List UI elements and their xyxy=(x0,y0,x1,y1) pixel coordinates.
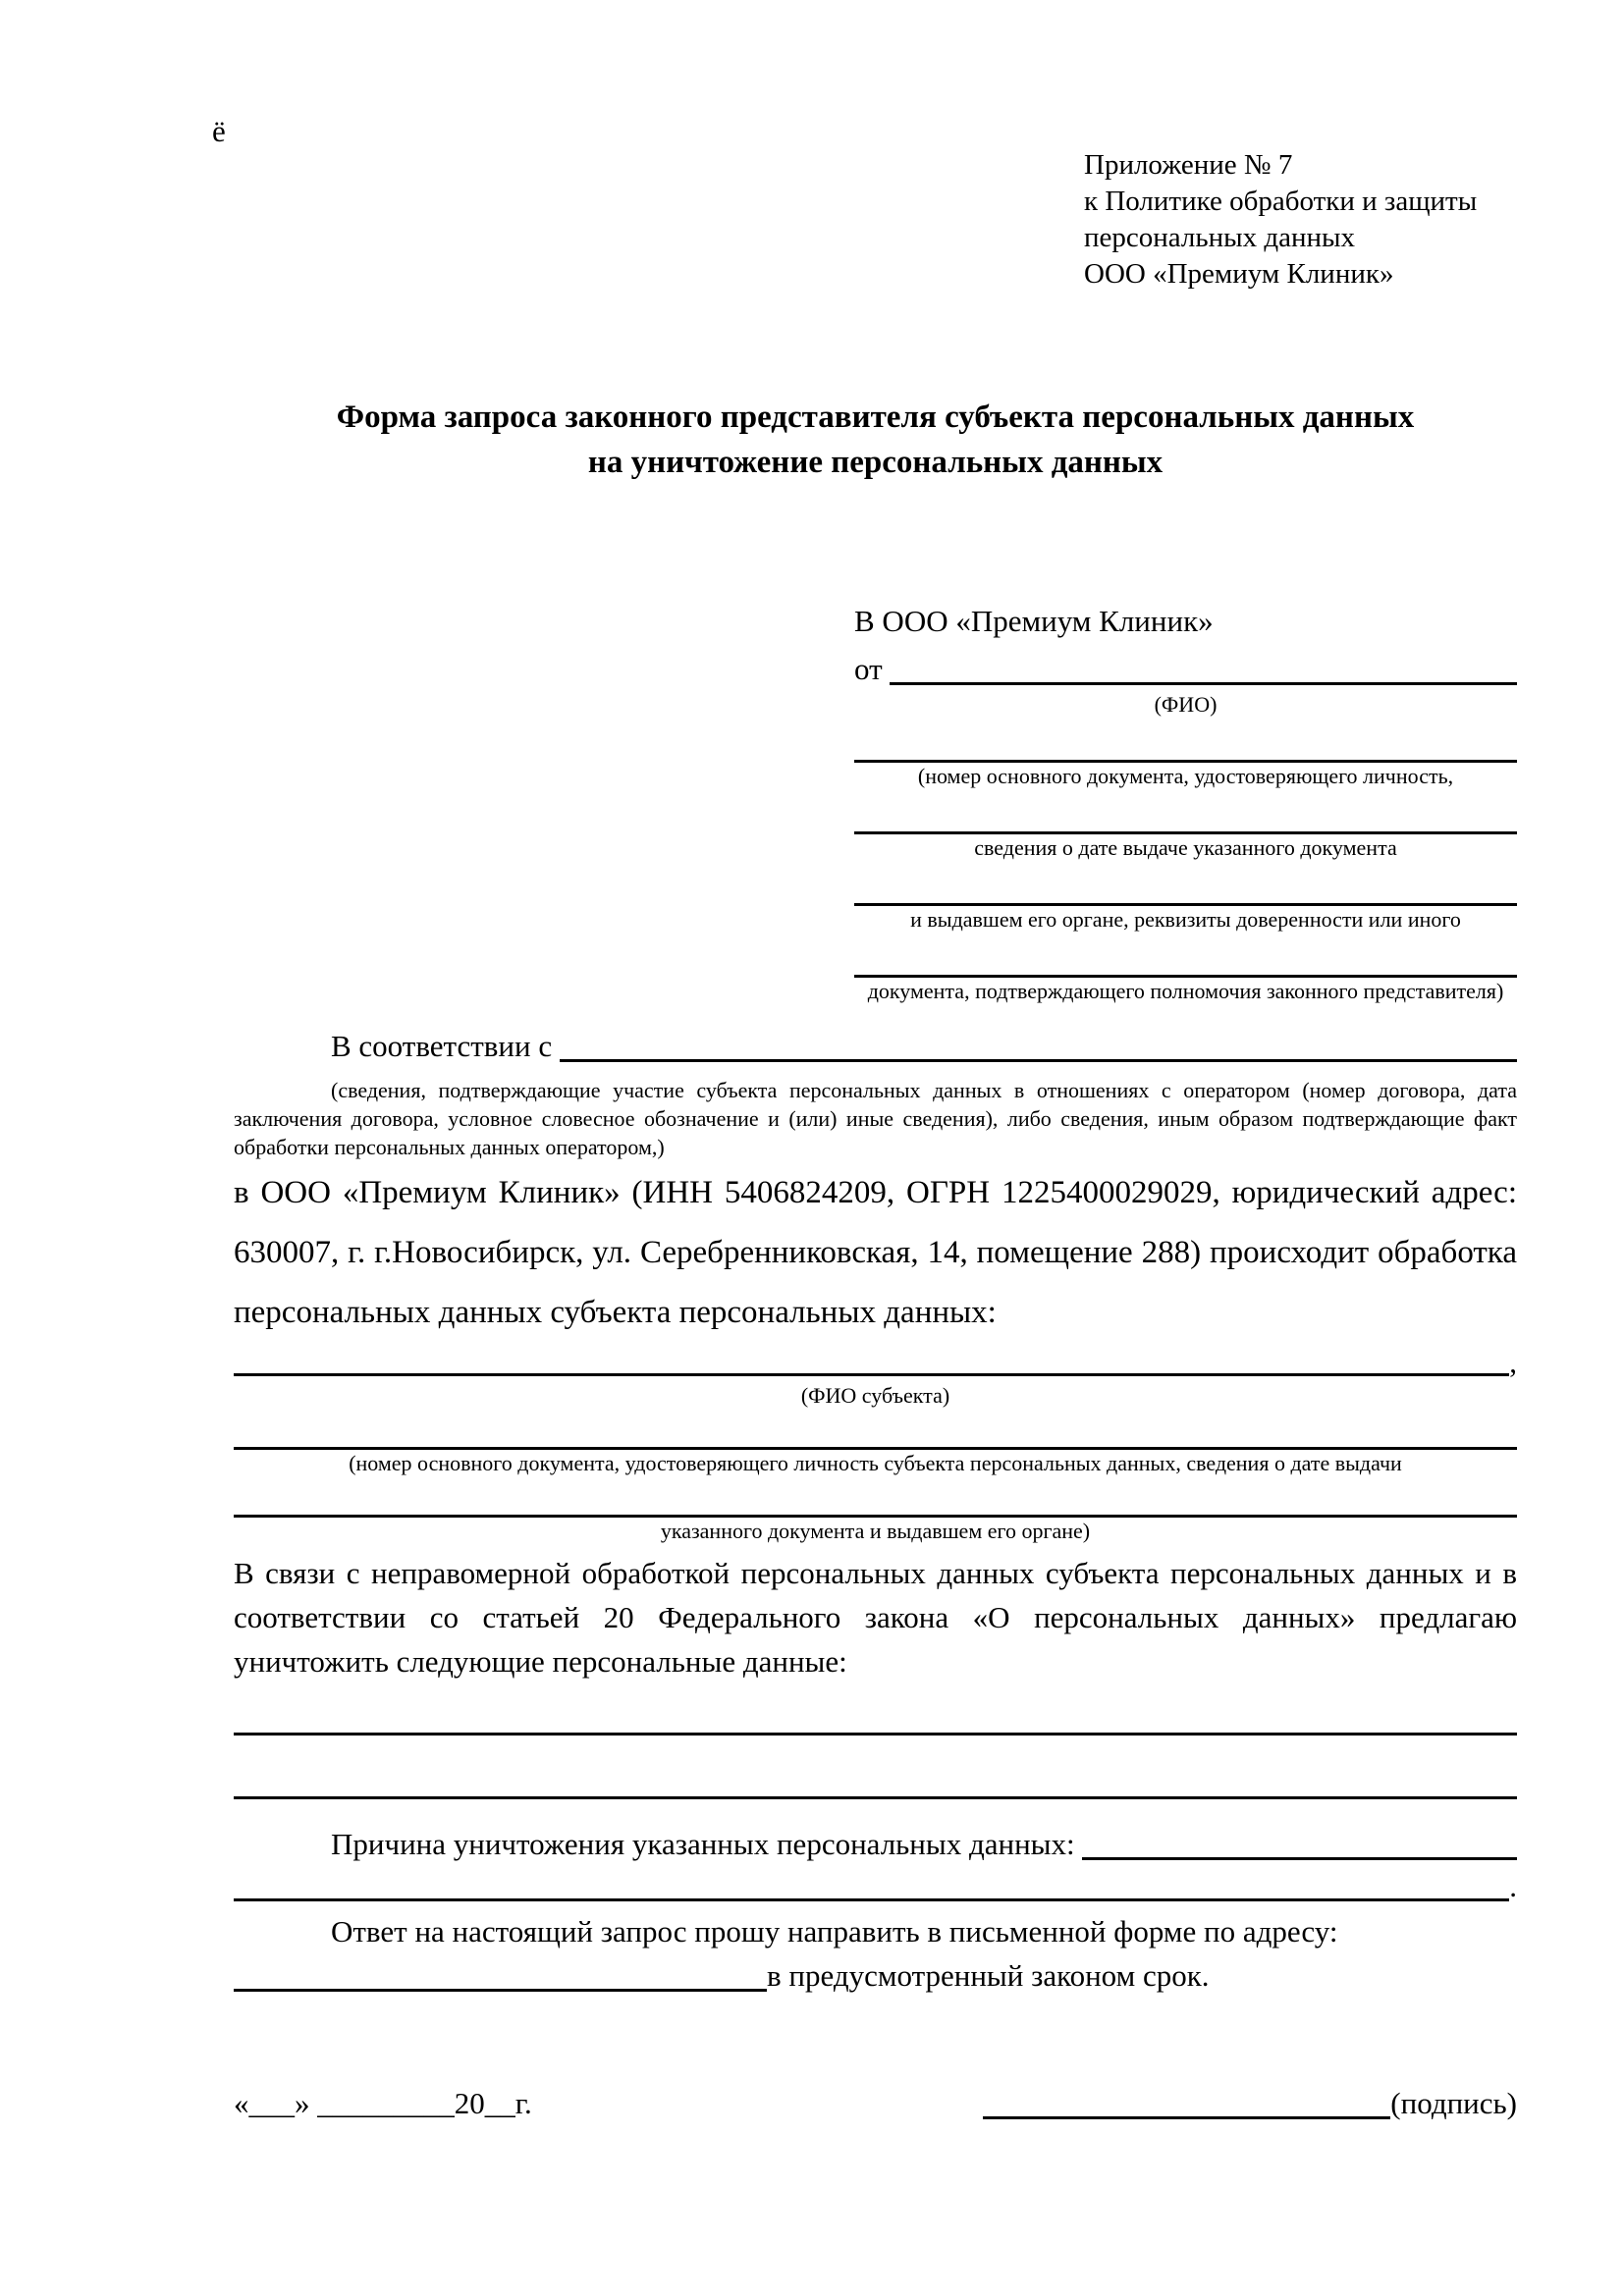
authority-document-caption: документа, подтверждающего полномочия законного представителя) xyxy=(867,979,1504,1003)
subject-fio-row xyxy=(234,1343,1517,1382)
subject-fio-caption: (ФИО субъекта) xyxy=(800,1383,950,1408)
issue-date-blank-line xyxy=(854,788,1517,834)
subject-document-caption: (номер основного документа, удостоверяющего личность субъекта персональных данных, сведения о дате выдачи xyxy=(349,1451,1402,1475)
appendix-line: ООО «Премиум Клиник» xyxy=(1084,258,1394,290)
appendix-block xyxy=(1084,0,1517,293)
document-number-caption: (номер основного документа, удостоверяющего личность, xyxy=(917,764,1454,788)
personal-data-blank-line-1 xyxy=(234,1683,1517,1735)
date-blank: «___» _________20__г. xyxy=(234,2086,532,2120)
reason-blank-line xyxy=(1082,1823,1517,1860)
subject-fio-blank-line xyxy=(234,1343,1509,1376)
reason-blank-line-2 xyxy=(234,1866,1509,1901)
operator-paragraph: в ООО «Премиум Клиник» (ИНН 5406824209, ОГРН 1225400029029, юридический адрес: 630007, г. г.Новосибирск, ул. Серебренниковская, 14, помещение 288) происходит обработка персональных данных субъекта персональных данных: xyxy=(234,1175,1517,1330)
issuing-authority-caption: и выдавшем его органе, реквизиты доверенности или иного xyxy=(910,907,1461,932)
form-title xyxy=(234,395,1517,485)
stray-char: ё xyxy=(212,114,226,148)
fio-blank-line xyxy=(890,648,1517,685)
appendix-line: Приложение № 7 xyxy=(1084,149,1293,181)
trailing-comma: , xyxy=(1509,1345,1517,1379)
document-content xyxy=(234,0,1517,2125)
answer-address-row xyxy=(234,1953,1517,1998)
trailing-period: . xyxy=(1509,1869,1517,1903)
reason-row xyxy=(234,1823,1517,1866)
form-title-line2: на уничтожение персональных данных xyxy=(587,445,1164,480)
accordance-row xyxy=(234,1025,1517,1068)
reason-lead: Причина уничтожения указанных персональных данных: xyxy=(331,1827,1083,1861)
subject-authority-blank-line xyxy=(234,1475,1517,1518)
signature-area xyxy=(983,2082,1517,2125)
accordance-lead: В соответствии с xyxy=(331,1029,560,1063)
authority-document-blank-line xyxy=(854,932,1517,978)
issuing-authority-blank-line xyxy=(854,860,1517,906)
addressee-org: В ООО «Премиум Клиник» xyxy=(854,604,1214,638)
personal-data-blank-line-2 xyxy=(234,1747,1517,1799)
paragraph-indent xyxy=(234,1025,331,1068)
answer-paragraph: Ответ на настоящий запрос прошу направить в письменной форме по адресу: xyxy=(331,1914,1338,1949)
unlawful-processing-paragraph: В связи с неправомерной обработкой персональных данных субъекта персональных данных и в соответствии со статьей 20 Федерального закона «О персональных данных» предлагаю уничтожить следующие персональные данные: xyxy=(234,1556,1517,1679)
reason-continuation-row xyxy=(234,1866,1517,1907)
signature-caption: (подпись) xyxy=(1390,2086,1517,2120)
from-row xyxy=(854,648,1517,691)
accordance-note: (сведения, подтверждающие участие субъекта персональных данных в отношениях с оператором (номер договора, дата заключения договора, условное словесное обозначение и (или) иные сведения), либо сведения, иным образом подтверждающие факт обработки персональных данных оператором,) xyxy=(234,1078,1517,1159)
appendix-line: к Политике обработки и защиты xyxy=(1084,186,1478,217)
subject-authority-caption: указанного документа и выдавшем его органе) xyxy=(660,1519,1091,1543)
accordance-blank-line xyxy=(560,1025,1517,1062)
fio-caption: (ФИО) xyxy=(1154,692,1218,717)
subject-document-blank-line xyxy=(234,1408,1517,1450)
addressee-block xyxy=(854,601,1517,1003)
appendix-line: персональных данных xyxy=(1084,222,1356,253)
address-blank-line xyxy=(234,1953,767,1992)
form-title-line1: Форма запроса законного представителя субъекта персональных данных xyxy=(336,400,1415,435)
from-label: от xyxy=(854,652,891,686)
paragraph-indent xyxy=(234,1823,331,1866)
issue-date-caption: сведения о дате выдаче указанного документа xyxy=(974,835,1397,860)
document-number-blank-line xyxy=(854,717,1517,763)
signature-blank-line xyxy=(983,2082,1390,2119)
answer-tail: в предусмотренный законом срок. xyxy=(767,1958,1210,1993)
signature-row xyxy=(234,2082,1517,2125)
